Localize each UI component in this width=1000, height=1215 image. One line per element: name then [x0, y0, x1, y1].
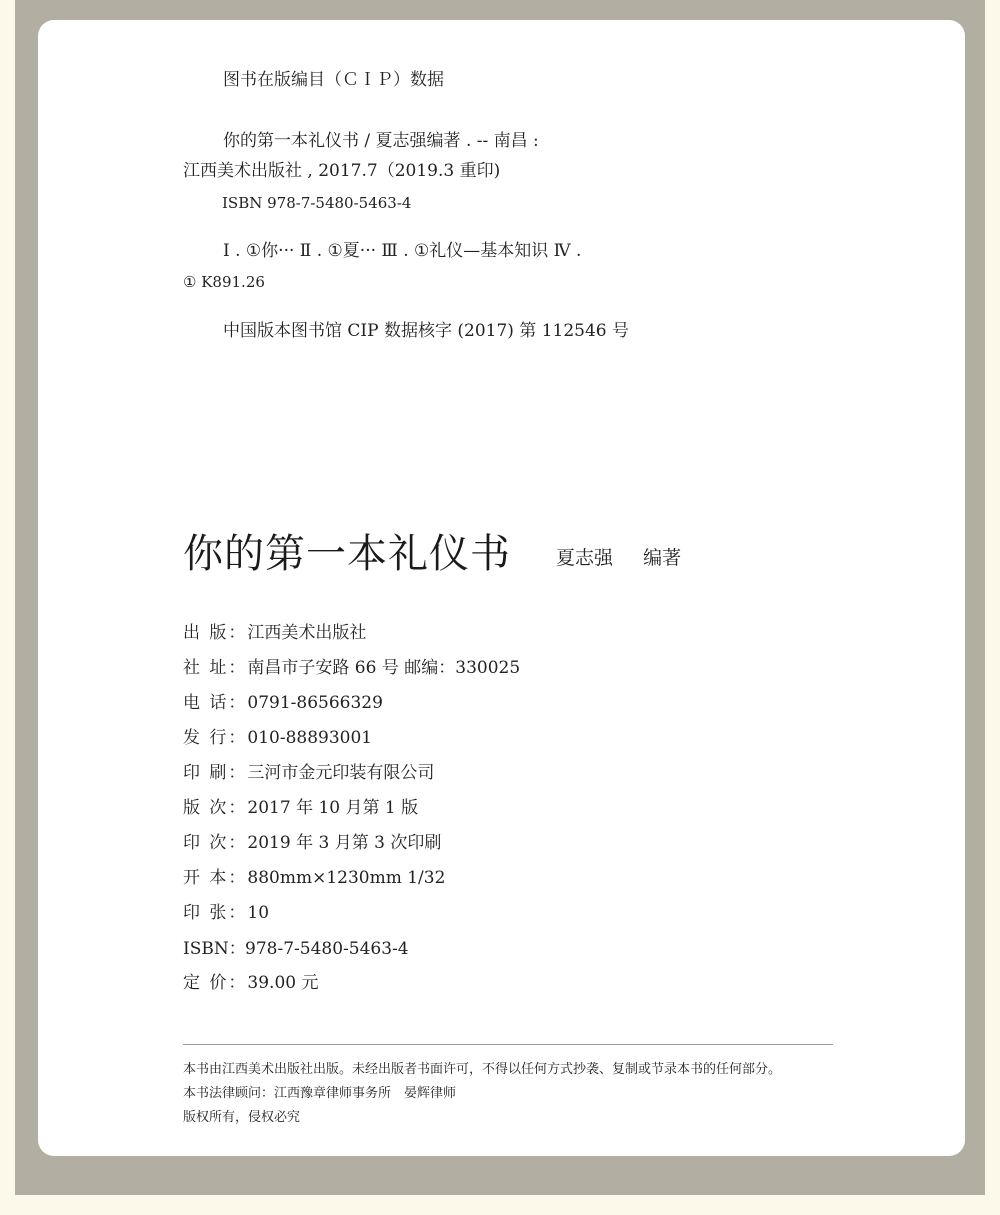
book-author — [556, 543, 681, 570]
cip-class-line1: Ⅰ . ①你··· Ⅱ . ①夏··· Ⅲ . ①礼仪—基本知识 Ⅳ . — [223, 241, 582, 261]
info-row-printing — [183, 828, 441, 853]
info-value: 0791-86566329 — [247, 693, 383, 713]
author-role: 编著 — [643, 547, 682, 569]
footer-line-notice: 本书由江西美术出版社出版。未经出版者书面许可，不得以任何方式抄袭、复制或节录本书的任何部分。 — [183, 1062, 782, 1077]
info-value: 880mm×1230mm 1/32 — [247, 868, 446, 888]
info-value: 江西美术出版社 — [247, 623, 367, 643]
footer-divider — [183, 1044, 833, 1045]
info-row-format — [183, 863, 445, 888]
cip-verify-line: 中国版本图书馆 CIP 数据核字 (2017) 第 112546 号 — [223, 321, 630, 341]
info-row-phone — [183, 688, 383, 713]
info-row-isbn — [183, 934, 409, 959]
copyright-page — [38, 20, 965, 1156]
cip-class-line2: ① K891.26 — [183, 273, 265, 291]
footer-line-legal: 本书法律顾问：江西豫章律师事务所 晏辉律师 — [183, 1086, 457, 1101]
info-row-price — [183, 968, 318, 993]
info-label: 定 价： — [183, 973, 248, 993]
cip-entry-line2: 江西美术出版社 , 2017.7（2019.3 重印) — [183, 161, 501, 181]
info-label: 印 刷： — [183, 763, 248, 783]
info-row-distribution — [183, 723, 372, 748]
info-row-sheets — [183, 898, 269, 923]
info-label: 发 行： — [183, 728, 248, 748]
info-label: 开 本： — [183, 868, 248, 888]
info-label: 电 话： — [183, 693, 248, 713]
info-value: 三河市金元印装有限公司 — [247, 763, 435, 783]
cip-heading: 图书在版编目（ＣＩＰ）数据 — [223, 70, 444, 90]
info-row-address — [183, 653, 520, 678]
info-label: 出 版： — [183, 623, 248, 643]
info-label: 版 次： — [183, 798, 248, 818]
info-row-edition — [183, 793, 418, 818]
info-value: 南昌市子安路 66 号 邮编：330025 — [247, 658, 521, 678]
info-label: 印 次： — [183, 833, 248, 853]
info-value: 2017 年 10 月第 1 版 — [247, 798, 419, 818]
book-title: 你的第一本礼仪书 — [183, 531, 511, 577]
info-value: 2019 年 3 月第 3 次印刷 — [247, 833, 442, 853]
info-row-publisher — [183, 618, 366, 643]
cip-isbn-line: ISBN 978-7-5480-5463-4 — [222, 194, 412, 212]
info-row-printer — [183, 758, 434, 783]
info-value: 010-88893001 — [247, 728, 373, 748]
info-label: ISBN： — [183, 939, 246, 959]
info-label: 社 址： — [183, 658, 248, 678]
cip-entry-line1: 你的第一本礼仪书 / 夏志强编著 . -- 南昌 : — [223, 131, 539, 151]
author-name: 夏志强 — [556, 547, 614, 569]
info-label: 印 张： — [183, 903, 248, 923]
info-value: 978-7-5480-5463-4 — [245, 939, 409, 959]
info-value: 39.00 元 — [247, 973, 319, 993]
info-value: 10 — [247, 903, 270, 923]
footer-line-rights: 版权所有，侵权必究 — [183, 1110, 301, 1125]
